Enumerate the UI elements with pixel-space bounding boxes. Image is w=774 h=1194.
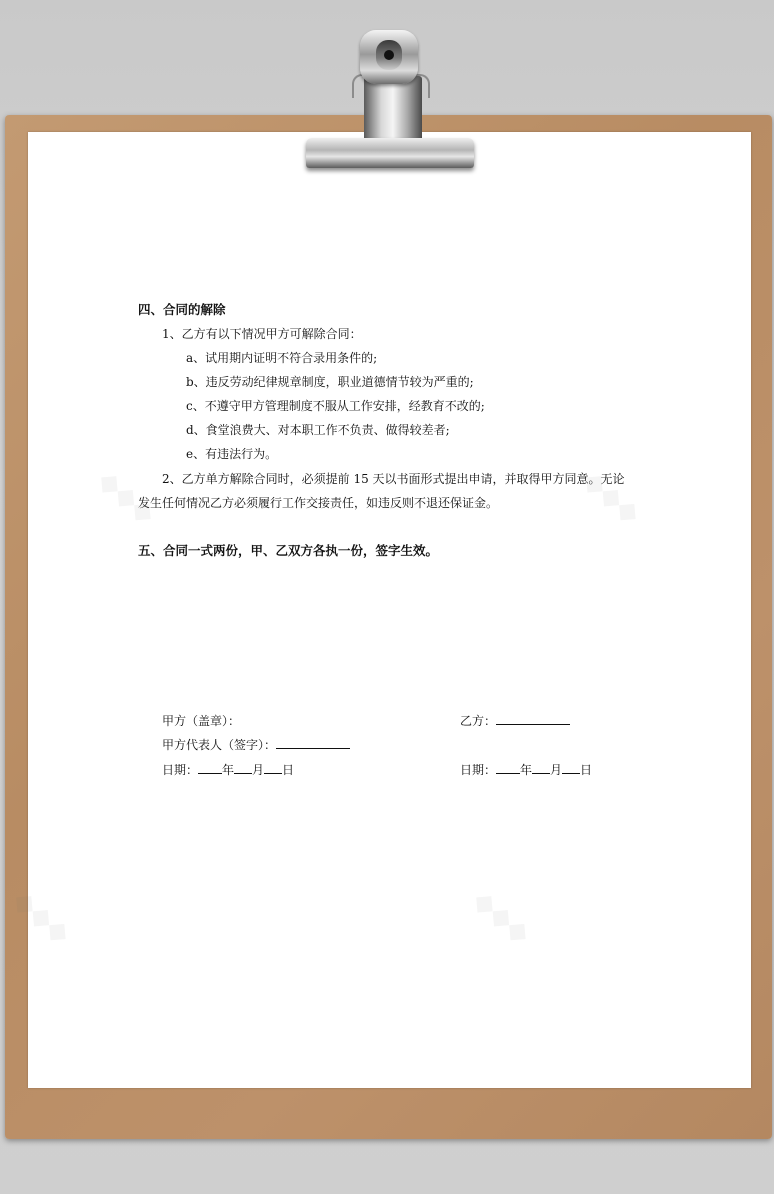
sub-item-e: e、有违法行为。 <box>186 447 278 461</box>
day-blank <box>562 762 580 774</box>
party-a-rep-blank <box>276 737 350 749</box>
day-label: 日 <box>282 763 295 777</box>
year-label: 年 <box>222 763 235 777</box>
party-b-label: 乙方： <box>460 714 497 728</box>
party-b-blank <box>496 713 570 725</box>
party-a-seal-label: 甲方（盖章）： <box>162 714 241 728</box>
party-a-rep-field <box>162 737 350 753</box>
sub-item-c: c、不遵守甲方管理制度不服从工作安排，经教育不改的; <box>186 399 485 413</box>
month-label: 月 <box>550 763 563 777</box>
sub-item-d: d、食堂浪费大、对本职工作不负责、做得较差者; <box>186 423 450 437</box>
date-label: 日期： <box>460 763 497 777</box>
month-label: 月 <box>252 763 265 777</box>
date-label: 日期： <box>162 763 199 777</box>
party-a-rep-label: 甲方代表人（签字）： <box>162 738 277 752</box>
day-blank <box>264 762 282 774</box>
section-heading-copies: 五、合同一式两份，甲、乙双方各执一份，签字生效。 <box>138 543 439 558</box>
year-blank <box>496 762 520 774</box>
party-b-field <box>460 713 570 729</box>
clause-item-1: 1、乙方有以下情况甲方可解除合同： <box>162 327 362 341</box>
day-label: 日 <box>580 763 593 777</box>
year-blank <box>198 762 222 774</box>
clause-item-2-line-1: 2、乙方单方解除合同时，必须提前 15 天以书面形式提出申请，并取得甲方同意。无论 <box>162 472 625 486</box>
section-heading-termination: 四、合同的解除 <box>138 302 226 317</box>
clause-item-2-line-2: 发生任何情况乙方必须履行工作交接责任，如违反则不退还保证金。 <box>138 496 499 510</box>
month-blank <box>532 762 550 774</box>
year-label: 年 <box>520 763 533 777</box>
party-b-date-field <box>460 762 592 778</box>
sub-item-a: a、试用期内证明不符合录用条件的; <box>186 351 378 365</box>
sub-item-b: b、违反劳动纪律规章制度，职业道德情节较为严重的; <box>186 375 474 389</box>
month-blank <box>234 762 252 774</box>
party-a-date-field <box>162 762 294 778</box>
